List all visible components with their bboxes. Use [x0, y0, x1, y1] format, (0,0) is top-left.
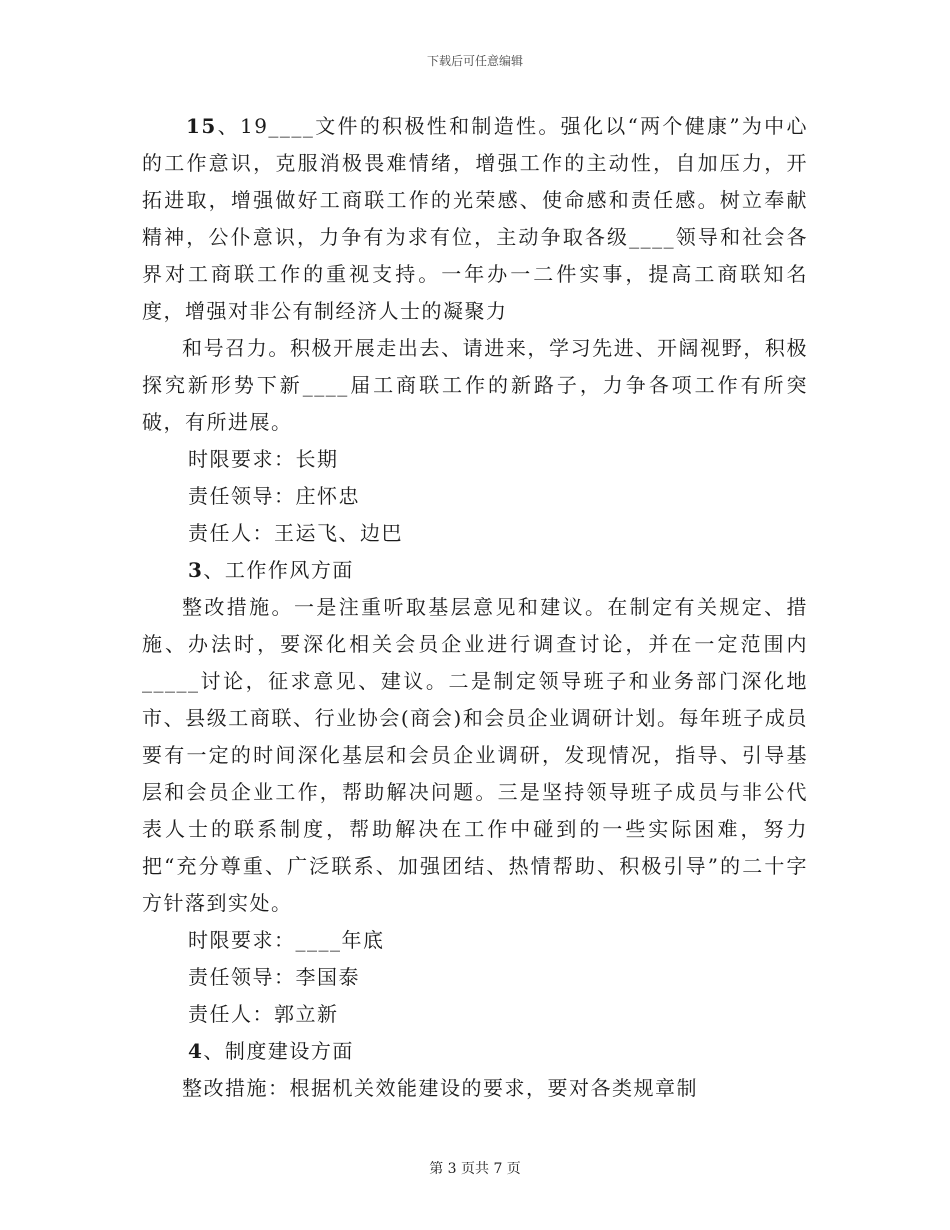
section-number-4: 4: [188, 1039, 204, 1063]
document-body: [142, 108, 808, 1107]
time-requirement-1: 时限要求：长期: [188, 447, 339, 471]
paragraph-4: 整改措施：根据机关效能建设的要求，要对各类规章制: [182, 1076, 698, 1100]
responsible-leader-2: 责任领导：李国泰: [188, 965, 360, 989]
paragraph-1-text: 、19____文件的积极性和制造性。强化以“两个健康”为中心的工作意识，克服消极畏难情绪，增强工作的主动性，自加压力，开拓进取，增强做好工商联工作的光荣感、使命感和责任感。树立奉献精神，公仆意识，力争有为求有位，主动争取各级____领导和社会各界对工商联工作的重视支持。一年办一二件实事，提高工商联知名度，增强对非公有制经济人士的凝聚力: [142, 114, 808, 323]
section-heading-3: [142, 552, 808, 589]
responsible-leader-1: 责任领导：庄怀忠: [188, 484, 360, 508]
section-number-3: 3: [188, 558, 204, 582]
section-title-4: 、制度建设方面: [203, 1039, 354, 1063]
section-heading-4: [142, 1033, 808, 1070]
section-title-3: 、工作作风方面: [203, 558, 354, 582]
paragraph-1: [142, 108, 808, 330]
responsible-person-1: 责任人：王运飞、边巴: [188, 521, 403, 545]
responsible-person-2: 责任人：郭立新: [188, 1002, 339, 1026]
paragraph-2: 和号召力。积极开展走出去、请进来，学习先进、开阔视野，积极探究新形势下新____届工商联工作的新路子，力争各项工作有所突破，有所进展。: [142, 336, 808, 434]
page-header: 下载后可任意编辑: [426, 54, 523, 68]
page-footer: 第 3 页共 7 页: [429, 1161, 521, 1177]
time-requirement-2: 时限要求：____年底: [188, 928, 385, 952]
paragraph-3: 整改措施。一是注重听取基层意见和建议。在制定有关规定、措施、办法时，要深化相关会员企业进行调查讨论，并在一定范围内_____讨论，征求意见、建议。二是制定领导班子和业务部门深化地市、县级工商联、行业协会(商会)和会员企业调研计划。每年班子成员要有一定的时间深化基层和会员企业调研，发现情况，指导、引导基层和会员企业工作，帮助解决问题。三是坚持领导班子成员与非公代表人士的联系制度，帮助解决在工作中碰到的一些实际困难，努力把“充分尊重、广泛联系、加强团结、热情帮助、积极引导”的二十字方针落到实处。: [142, 595, 808, 915]
item-number-15: 15: [186, 114, 217, 138]
